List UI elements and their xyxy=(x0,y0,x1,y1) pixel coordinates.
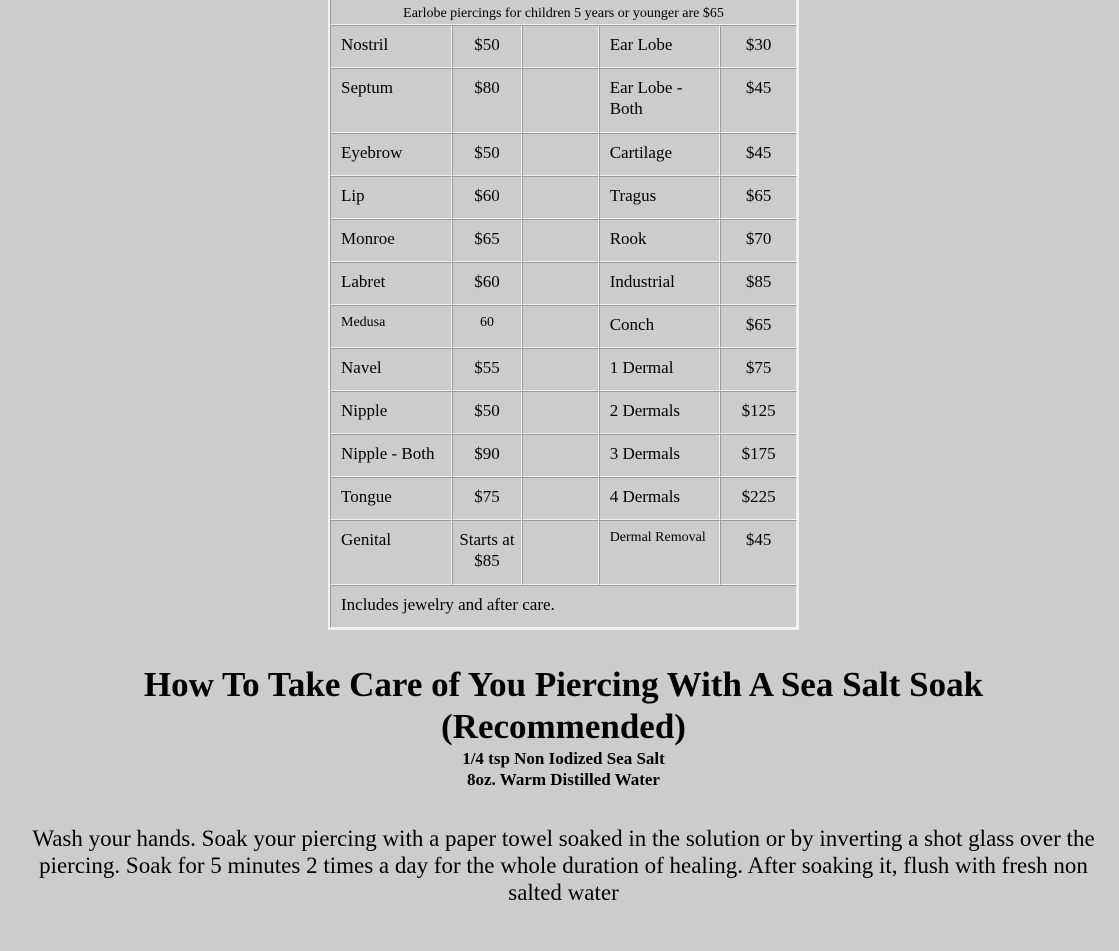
piercing-name: Nostril xyxy=(330,25,452,68)
spacer-cell xyxy=(522,262,598,305)
spacer-cell xyxy=(522,434,598,477)
piercing-price: Starts at $85 xyxy=(452,520,523,585)
piercing-name: Conch xyxy=(599,305,721,348)
table-row xyxy=(330,133,797,176)
piercing-name: Cartilage xyxy=(599,133,721,176)
recipe-salt-line: 1/4 tsp Non Iodized Sea Salt xyxy=(462,749,665,768)
piercing-name: Eyebrow xyxy=(330,133,452,176)
table-row xyxy=(330,520,797,585)
table-row xyxy=(330,262,797,305)
piercing-price: $225 xyxy=(720,477,797,520)
piercing-name: Ear Lobe - Both xyxy=(599,68,721,133)
table-row xyxy=(330,348,797,391)
spacer-cell xyxy=(522,348,598,391)
sea-salt-recipe xyxy=(20,748,1107,790)
piercing-name: Industrial xyxy=(599,262,721,305)
spacer-cell xyxy=(522,520,598,585)
piercing-name: Medusa xyxy=(330,305,452,348)
piercing-name: Monroe xyxy=(330,219,452,262)
table-row xyxy=(330,434,797,477)
piercing-name: Dermal Removal xyxy=(599,520,721,585)
spacer-cell xyxy=(522,25,598,68)
table-row xyxy=(330,391,797,434)
spacer-cell xyxy=(522,219,598,262)
piercing-price: $50 xyxy=(452,133,523,176)
table-row xyxy=(330,477,797,520)
piercing-price: $55 xyxy=(452,348,523,391)
piercing-name: 4 Dermals xyxy=(599,477,721,520)
piercing-price: $75 xyxy=(452,477,523,520)
table-row xyxy=(330,176,797,219)
piercing-price: 60 xyxy=(452,305,523,348)
piercing-price: $80 xyxy=(452,68,523,133)
piercing-price: $60 xyxy=(452,176,523,219)
table-row xyxy=(330,219,797,262)
piercing-name: Septum xyxy=(330,68,452,133)
spacer-cell xyxy=(522,477,598,520)
piercing-name: Labret xyxy=(330,262,452,305)
piercing-name: 3 Dermals xyxy=(599,434,721,477)
piercing-name: 1 Dermal xyxy=(599,348,721,391)
spacer-cell xyxy=(522,305,598,348)
table-footer-note: Includes jewelry and after care. xyxy=(330,585,797,628)
piercing-name: Genital xyxy=(330,520,452,585)
care-title: How To Take Care of You Piercing With A Sea Salt Soak (Recommended) xyxy=(143,665,984,746)
piercing-price: $60 xyxy=(452,262,523,305)
piercing-name: 2 Dermals xyxy=(599,391,721,434)
spacer-cell xyxy=(522,68,598,133)
piercing-price: $90 xyxy=(452,434,523,477)
care-instructions: Wash your hands. Soak your piercing with a paper towel soaked in the solution or by inverting a shot glass over the piercing. Soak for 5 minutes 2 times a day for the whole duration of healing. After soaking it, flush with fresh non salted water xyxy=(32,826,1095,905)
piercing-name: Lip xyxy=(330,176,452,219)
piercing-price: $175 xyxy=(720,434,797,477)
piercing-price: $125 xyxy=(720,391,797,434)
piercing-price: $65 xyxy=(452,219,523,262)
piercing-price: $50 xyxy=(452,391,523,434)
children-earlobe-note: Earlobe piercings for children 5 years or younger are $65 xyxy=(330,0,797,25)
piercing-name: Ear Lobe xyxy=(599,25,721,68)
piercing-price: $65 xyxy=(720,176,797,219)
recipe-water-line: 8oz. Warm Distilled Water xyxy=(467,770,660,789)
piercing-price: $30 xyxy=(720,25,797,68)
piercing-price: $65 xyxy=(720,305,797,348)
table-row xyxy=(330,305,797,348)
piercing-price: $85 xyxy=(720,262,797,305)
piercing-name: Navel xyxy=(330,348,452,391)
spacer-cell xyxy=(522,391,598,434)
table-row xyxy=(330,25,797,68)
piercing-price: $50 xyxy=(452,25,523,68)
piercing-name: Rook xyxy=(599,219,721,262)
spacer-cell xyxy=(522,133,598,176)
price-table xyxy=(328,0,799,630)
piercing-name: Tragus xyxy=(599,176,721,219)
table-row xyxy=(330,68,797,133)
piercing-name: Nipple - Both xyxy=(330,434,452,477)
piercing-price: $70 xyxy=(720,219,797,262)
piercing-name: Nipple xyxy=(330,391,452,434)
piercing-price: $75 xyxy=(720,348,797,391)
piercing-price: $45 xyxy=(720,133,797,176)
spacer-cell xyxy=(522,176,598,219)
piercing-price: $45 xyxy=(720,68,797,133)
piercing-price: $45 xyxy=(720,520,797,585)
piercing-name: Tongue xyxy=(330,477,452,520)
